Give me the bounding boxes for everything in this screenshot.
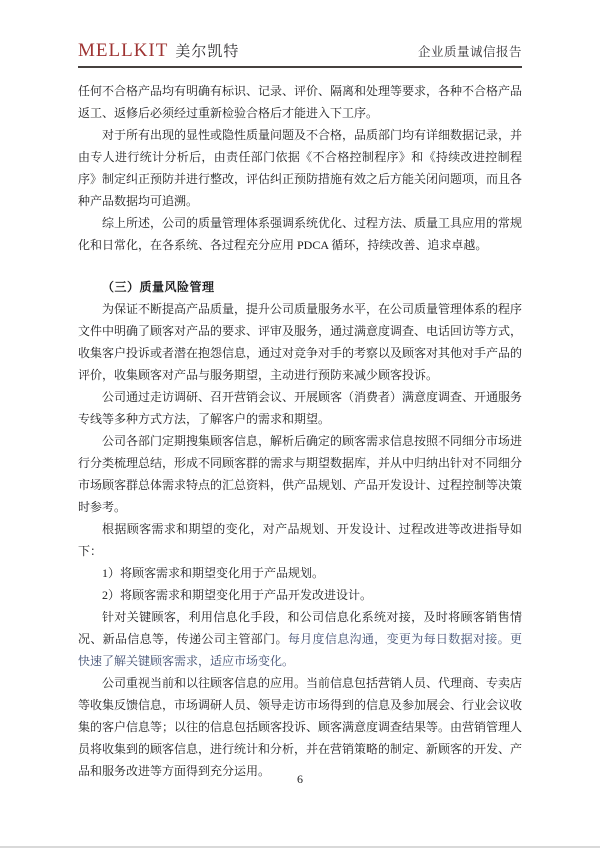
revision-text: 每月度信息沟通，变更为每日数据对接。更快速了解关键顾客需求，适应市场变化。 <box>78 632 522 668</box>
paragraph: 公司通过走访调研、召开营销会议、开展顾客（消费者）满意度调查、开通服务专线等多种方式方法，了解客户的需求和期望。 <box>78 390 523 426</box>
page-number: 6 <box>297 772 303 786</box>
page-header <box>78 40 522 62</box>
paragraph: 公司重视当前和以往顾客信息的应用。当前信息包括营销人员、代理商、专卖店等收集反馈信息，市场调研人员、领导走访市场得到的信息及参加展会、行业会议收集的客户信息等；以往的信息包括顾客投诉、顾客满意度调查结果等。由营销管理人员将收集到的顾客信息，进行统计和分析，并在营销策略的制定、新顾客的开发、产品和服务改进等方面得到充分运用。 <box>78 676 523 778</box>
document-body <box>78 80 522 782</box>
paragraph: 任何不合格产品均有明确有标识、记录、评价、隔离和处理等要求，各种不合格产品返工、返修后必须经过重新检验合格后才能进入下工序。 <box>78 84 523 120</box>
paragraph: 公司各部门定期搜集顾客信息，解析后确定的顾客需求信息按照不同细分市场进行分类梳理总结，形成不同顾客群的需求与期望数据库，并从中归纳出针对不同细分市场顾客群总体需求特点的汇总资料，供产品规划、产品开发设计、过程控制等决策时参考。 <box>78 434 523 514</box>
brand-logo-text: MELLKIT <box>78 40 169 61</box>
list-item: 1）将顾客需求和期望变化用于产品规划。 <box>102 566 325 580</box>
paragraph: 对于所有出现的显性或隐性质量问题及不合格，品质部门均有详细数据记录，并由专人进行统计分析后，由责任部门依据《不合格控制程序》和《持续改进控制程序》制定纠正预防并进行整改，评估纠正预防措施有效之后方能关闭问题项，而且各种产品数据均可追溯。 <box>78 128 523 208</box>
paragraph <box>78 606 522 672</box>
paragraph: 根据顾客需求和期望的变化，对产品规划、开发设计、过程改进等改进指导如下： <box>78 522 522 558</box>
brand <box>78 40 239 62</box>
document-title: 企业质量诚信报告 <box>417 45 522 59</box>
section-heading: （三）质量风险管理 <box>102 280 215 294</box>
paragraph: 综上所述，公司的质量管理体系强调系统优化、过程方法、质量工具应用的常规化和日常化，在各系统、各过程充分应用 PDCA 循环，持续改善、追求卓越。 <box>78 216 523 252</box>
brand-name-cn: 美尔凯特 <box>175 44 240 60</box>
paragraph: 为保证不断提高产品质量，提升公司质量服务水平，在公司质量管理体系的程序文件中明确了顾客对产品的要求、评审及服务，通过满意度调查、电话回访等方式，收集客户投诉或者潜在抱怨信息，通过对竞争对手的考察以及顾客对其他对手产品的评价，收集顾客对产品与服务期望，主动进行预防来减少顾客投诉。 <box>78 302 523 382</box>
list-item: 2）将顾客需求和期望变化用于产品开发改进设计。 <box>102 588 373 602</box>
header-divider <box>78 66 522 68</box>
paragraph-text: 针对关键顾客，利用信息化手段，和公司信息化系统对接，及时将顾客销售情况、新品信息等，传递公司主管部门。 <box>78 610 522 646</box>
